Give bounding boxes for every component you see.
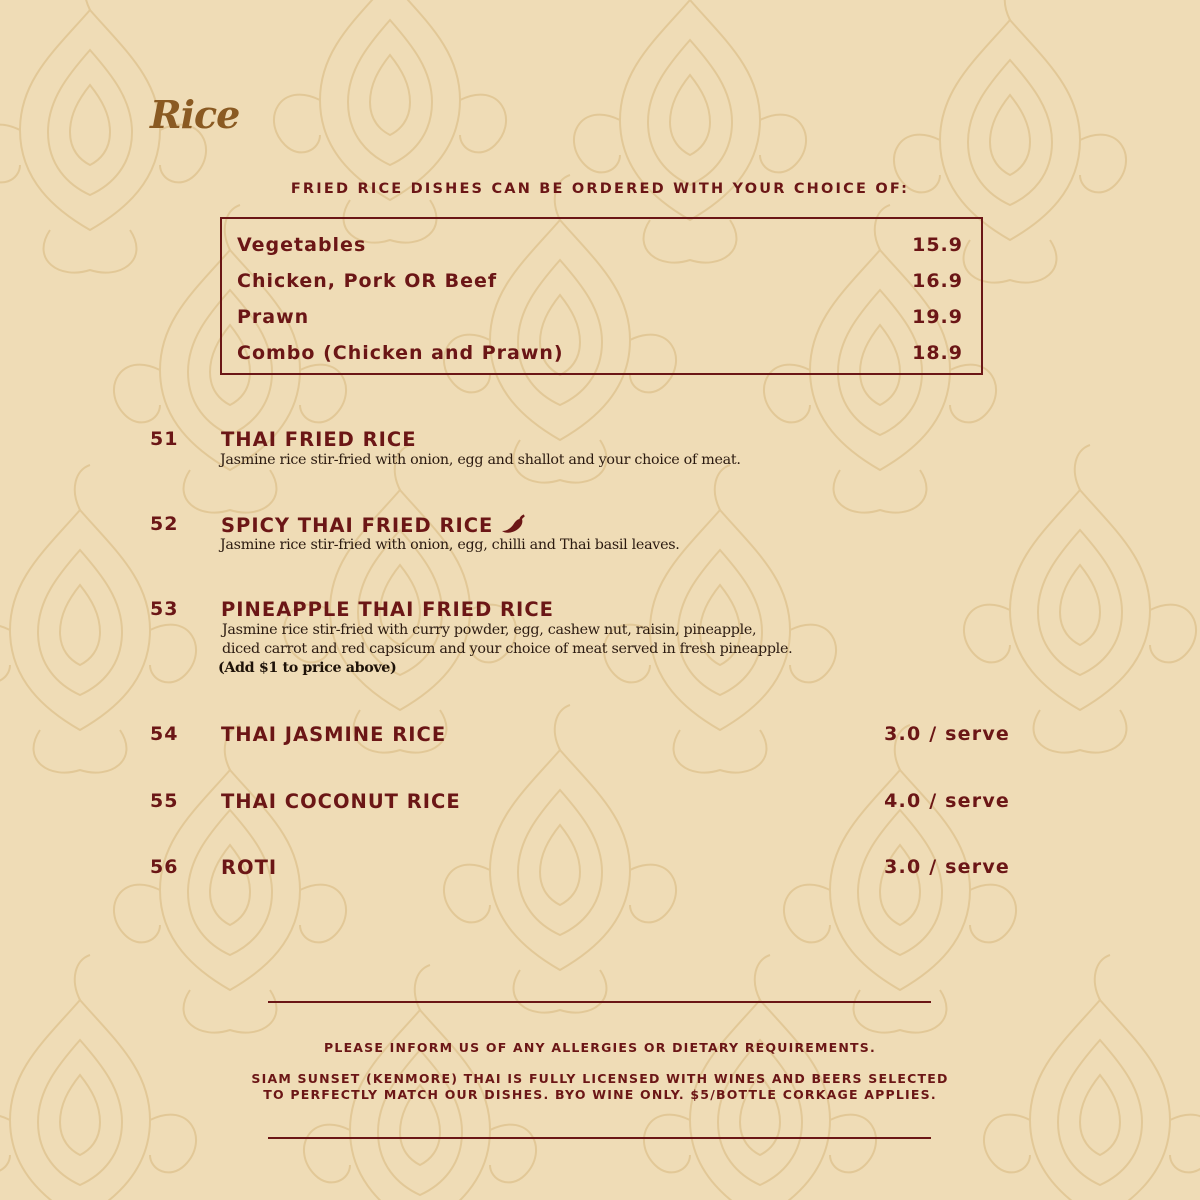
item-name: THAI JASMINE RICE [221,723,447,746]
item-description-line: Jasmine rice stir-fried with curry powder, egg, cashew nut, raisin, pineapple, [222,622,757,638]
item-name: ROTI [221,856,278,879]
license-notice-line: TO PERFECTLY MATCH OUR DISHES. BYO WINE ONLY. $5/BOTTLE CORKAGE APPLIES. [263,1087,937,1102]
item-number: 56 [150,856,179,878]
choice-name: Combo (Chicken and Prawn) [237,342,564,364]
page-title: Rice [150,92,240,137]
allergy-notice: PLEASE INFORM US OF ANY ALLERGIES OR DIETARY REQUIREMENTS. [324,1040,876,1055]
choice-name: Vegetables [237,234,367,256]
choice-row [237,230,963,260]
item-name: THAI COCONUT RICE [221,790,461,813]
license-notice-line: SIAM SUNSET (KENMORE) THAI IS FULLY LICENSED WITH WINES AND BEERS SELECTED [251,1071,949,1086]
item-number: 51 [150,428,179,450]
choice-price: 19.9 [912,306,963,328]
item-name: PINEAPPLE THAI FRIED RICE [221,598,554,621]
item-name: THAI FRIED RICE [221,428,417,451]
license-notice [0,1071,1200,1103]
choice-heading: FRIED RICE DISHES CAN BE ORDERED WITH YOUR CHOICE OF: [290,181,910,197]
choice-name: Prawn [237,306,310,328]
item-number: 52 [150,513,179,535]
item-number: 54 [150,723,179,745]
item-price: 4.0 / serve [884,790,1010,812]
choice-price: 16.9 [912,270,963,292]
item-price-note: (Add $1 to price above) [218,660,397,676]
choice-row [237,302,963,332]
item-price: 3.0 / serve [884,723,1010,745]
item-description: Jasmine rice stir-fried with onion, egg, chilli and Thai basil leaves. [220,537,680,553]
choice-price: 18.9 [912,342,963,364]
item-description [218,621,862,678]
choice-name: Chicken, Pork OR Beef [237,270,498,292]
choice-price: 15.9 [912,234,963,256]
footer-divider-bottom [268,1137,931,1139]
item-name: SPICY THAI FRIED RICE [221,514,494,537]
choice-row [237,266,963,296]
item-description-line: diced carrot and red capsicum and your choice of meat served in fresh pineapple. [222,641,793,657]
item-number: 55 [150,790,179,812]
choice-price-box [220,217,983,375]
item-description: Jasmine rice stir-fried with onion, egg and shallot and your choice of meat. [220,452,741,468]
choice-row [237,338,963,368]
item-price: 3.0 / serve [884,856,1010,878]
footer-divider-top [268,1001,931,1003]
item-number: 53 [150,598,179,620]
